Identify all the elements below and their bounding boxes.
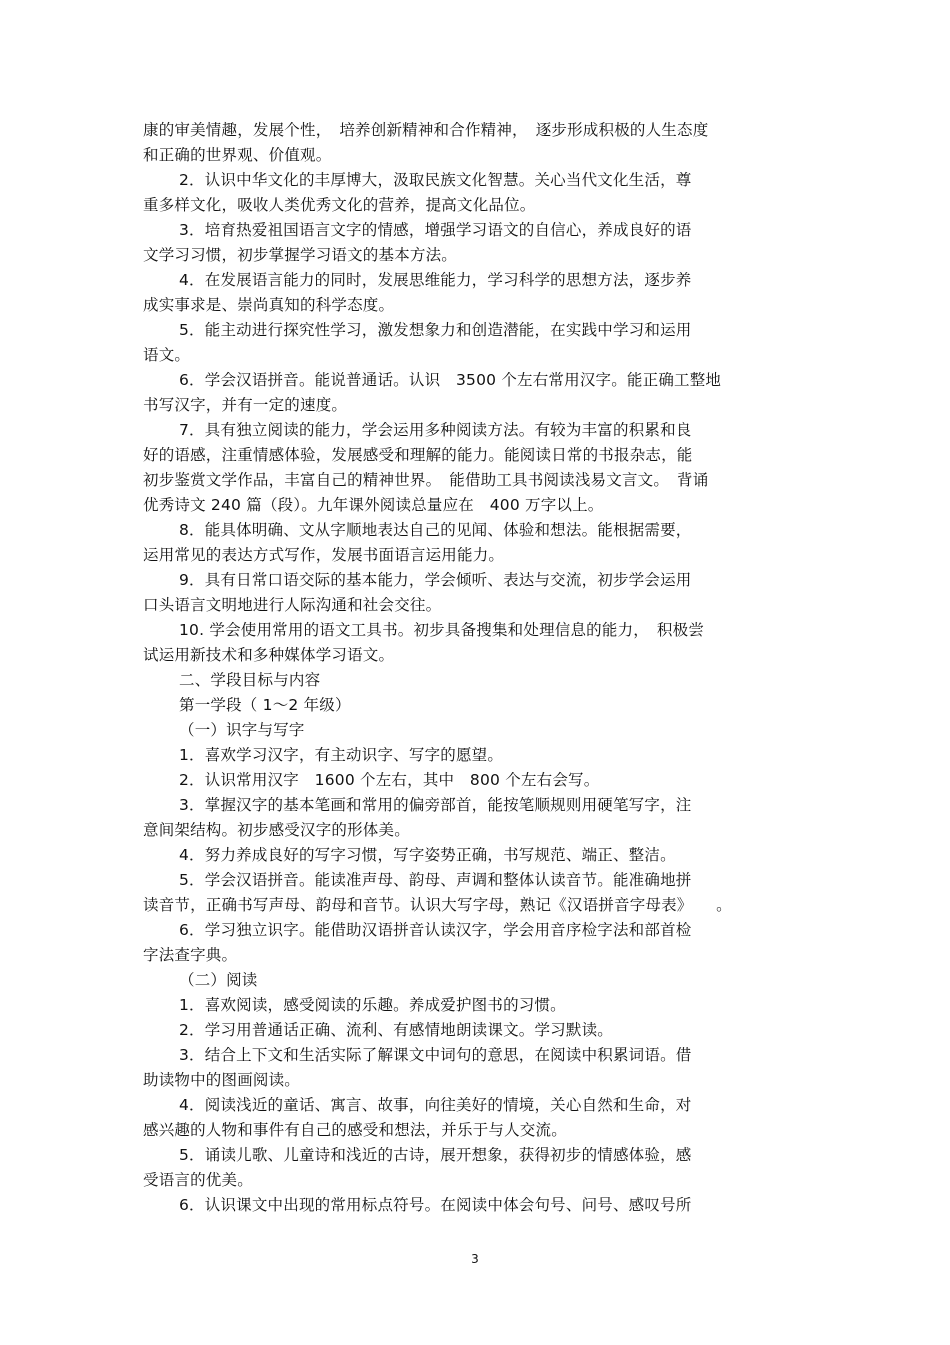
text-line: 二、学段目标与内容 (179, 671, 321, 689)
text-line: 读音节，正确书写声母、韵母和音节。认识大写字母，熟记《汉语拼音字母表》 。 (143, 896, 732, 914)
text-line: 成实事求是、崇尚真知的科学态度。 (143, 296, 395, 314)
text-line: 2．认识常用汉字 1600 个左右，其中 800 个左右会写。 (179, 771, 600, 789)
text-line: 6．学会汉语拼音。能说普通话。认识 3500 个左右常用汉字。能正确工整地 (179, 371, 722, 389)
text-line: 字法查字典。 (143, 946, 238, 964)
text-line: 6．学习独立识字。能借助汉语拼音认读汉字，学会用音序检字法和部首检 (179, 921, 692, 939)
text-line: 初步鉴赏文学作品，丰富自己的精神世界。 能借助工具书阅读浅易文言文。 背诵 (143, 471, 709, 489)
text-line: 10. 学会使用常用的语文工具书。初步具备搜集和处理信息的能力， 积极尝 (179, 621, 705, 639)
text-line: 2．认识中华文化的丰厚博大，汲取民族文化智慧。关心当代文化生活，尊 (179, 171, 692, 189)
text-line: 口头语言文明地进行人际沟通和社会交往。 (143, 596, 442, 614)
text-line: 9．具有日常口语交际的基本能力，学会倾听、表达与交流，初步学会运用 (179, 571, 692, 589)
text-line: 4．阅读浅近的童话、寓言、故事，向往美好的情境，关心自然和生命，对 (179, 1096, 692, 1114)
text-line: 好的语感，注重情感体验，发展感受和理解的能力。能阅读日常的书报杂志，能 (143, 446, 693, 464)
text-line: 1．喜欢学习汉字，有主动识字、写字的愿望。 (179, 746, 504, 764)
text-line: 3．掌握汉字的基本笔画和常用的偏旁部首，能按笔顺规则用硬笔写字，注 (179, 796, 692, 814)
text-line: 3．培育热爱祖国语言文字的情感，增强学习语文的自信心，养成良好的语 (179, 221, 692, 239)
text-line: 助读物中的图画阅读。 (143, 1071, 301, 1089)
text-line: 优秀诗文 240 篇（段）。九年课外阅读总量应在 400 万字以上。 (143, 496, 604, 514)
text-line: 语文。 (143, 346, 191, 364)
text-line: （一）识字与写字 (179, 721, 305, 739)
text-line: 意间架结构。初步感受汉字的形体美。 (143, 821, 410, 839)
text-line: 运用常见的表达方式写作，发展书面语言运用能力。 (143, 546, 505, 564)
text-line: 4．在发展语言能力的同时，发展思维能力，学习科学的思想方法，逐步养 (179, 271, 692, 289)
text-line: 1．喜欢阅读，感受阅读的乐趣。养成爱护图书的习惯。 (179, 996, 566, 1014)
text-line: 书写汉字，并有一定的速度。 (143, 396, 348, 414)
text-line: 3．结合上下文和生活实际了解课文中词句的意思，在阅读中积累词语。借 (179, 1046, 692, 1064)
text-line: 5．能主动进行探究性学习，激发想象力和创造潜能，在实践中学习和运用 (179, 321, 692, 339)
text-line: 和正确的世界观、价值观。 (143, 146, 332, 164)
page-number: 3 (471, 1252, 479, 1266)
text-line: 7．具有独立阅读的能力，学会运用多种阅读方法。有较为丰富的积累和良 (179, 421, 692, 439)
text-line: 文学习习惯，初步掌握学习语文的基本方法。 (143, 246, 458, 264)
text-line: 4．努力养成良好的写字习惯，写字姿势正确，书写规范、端正、整洁。 (179, 846, 676, 864)
text-line: 6．认识课文中出现的常用标点符号。在阅读中体会句号、问号、感叹号所 (179, 1196, 692, 1214)
text-line: 感兴趣的人物和事件有自己的感受和想法，并乐于与人交流。 (143, 1121, 567, 1139)
text-line: （二）阅读 (179, 971, 258, 989)
page-body (143, 118, 811, 1218)
text-line: 5．学会汉语拼音。能读准声母、韵母、声调和整体认读音节。能准确地拼 (179, 871, 692, 889)
text-line: 康的审美情趣，发展个性， 培养创新精神和合作精神， 逐步形成积极的人生态度 (143, 121, 709, 139)
text-line: 受语言的优美。 (143, 1171, 253, 1189)
text-line: 第一学段（ 1～2 年级） (179, 696, 351, 714)
text-line: 2．学习用普通话正确、流利、有感情地朗读课文。学习默读。 (179, 1021, 613, 1039)
text-line: 8．能具体明确、文从字顺地表达自己的见闻、体验和想法。能根据需要， (179, 521, 692, 539)
text-line: 重多样文化，吸收人类优秀文化的营养，提高文化品位。 (143, 196, 536, 214)
text-line: 试运用新技术和多种媒体学习语文。 (143, 646, 395, 664)
text-line: 5．诵读儿歌、儿童诗和浅近的古诗，展开想象，获得初步的情感体验，感 (179, 1146, 692, 1164)
